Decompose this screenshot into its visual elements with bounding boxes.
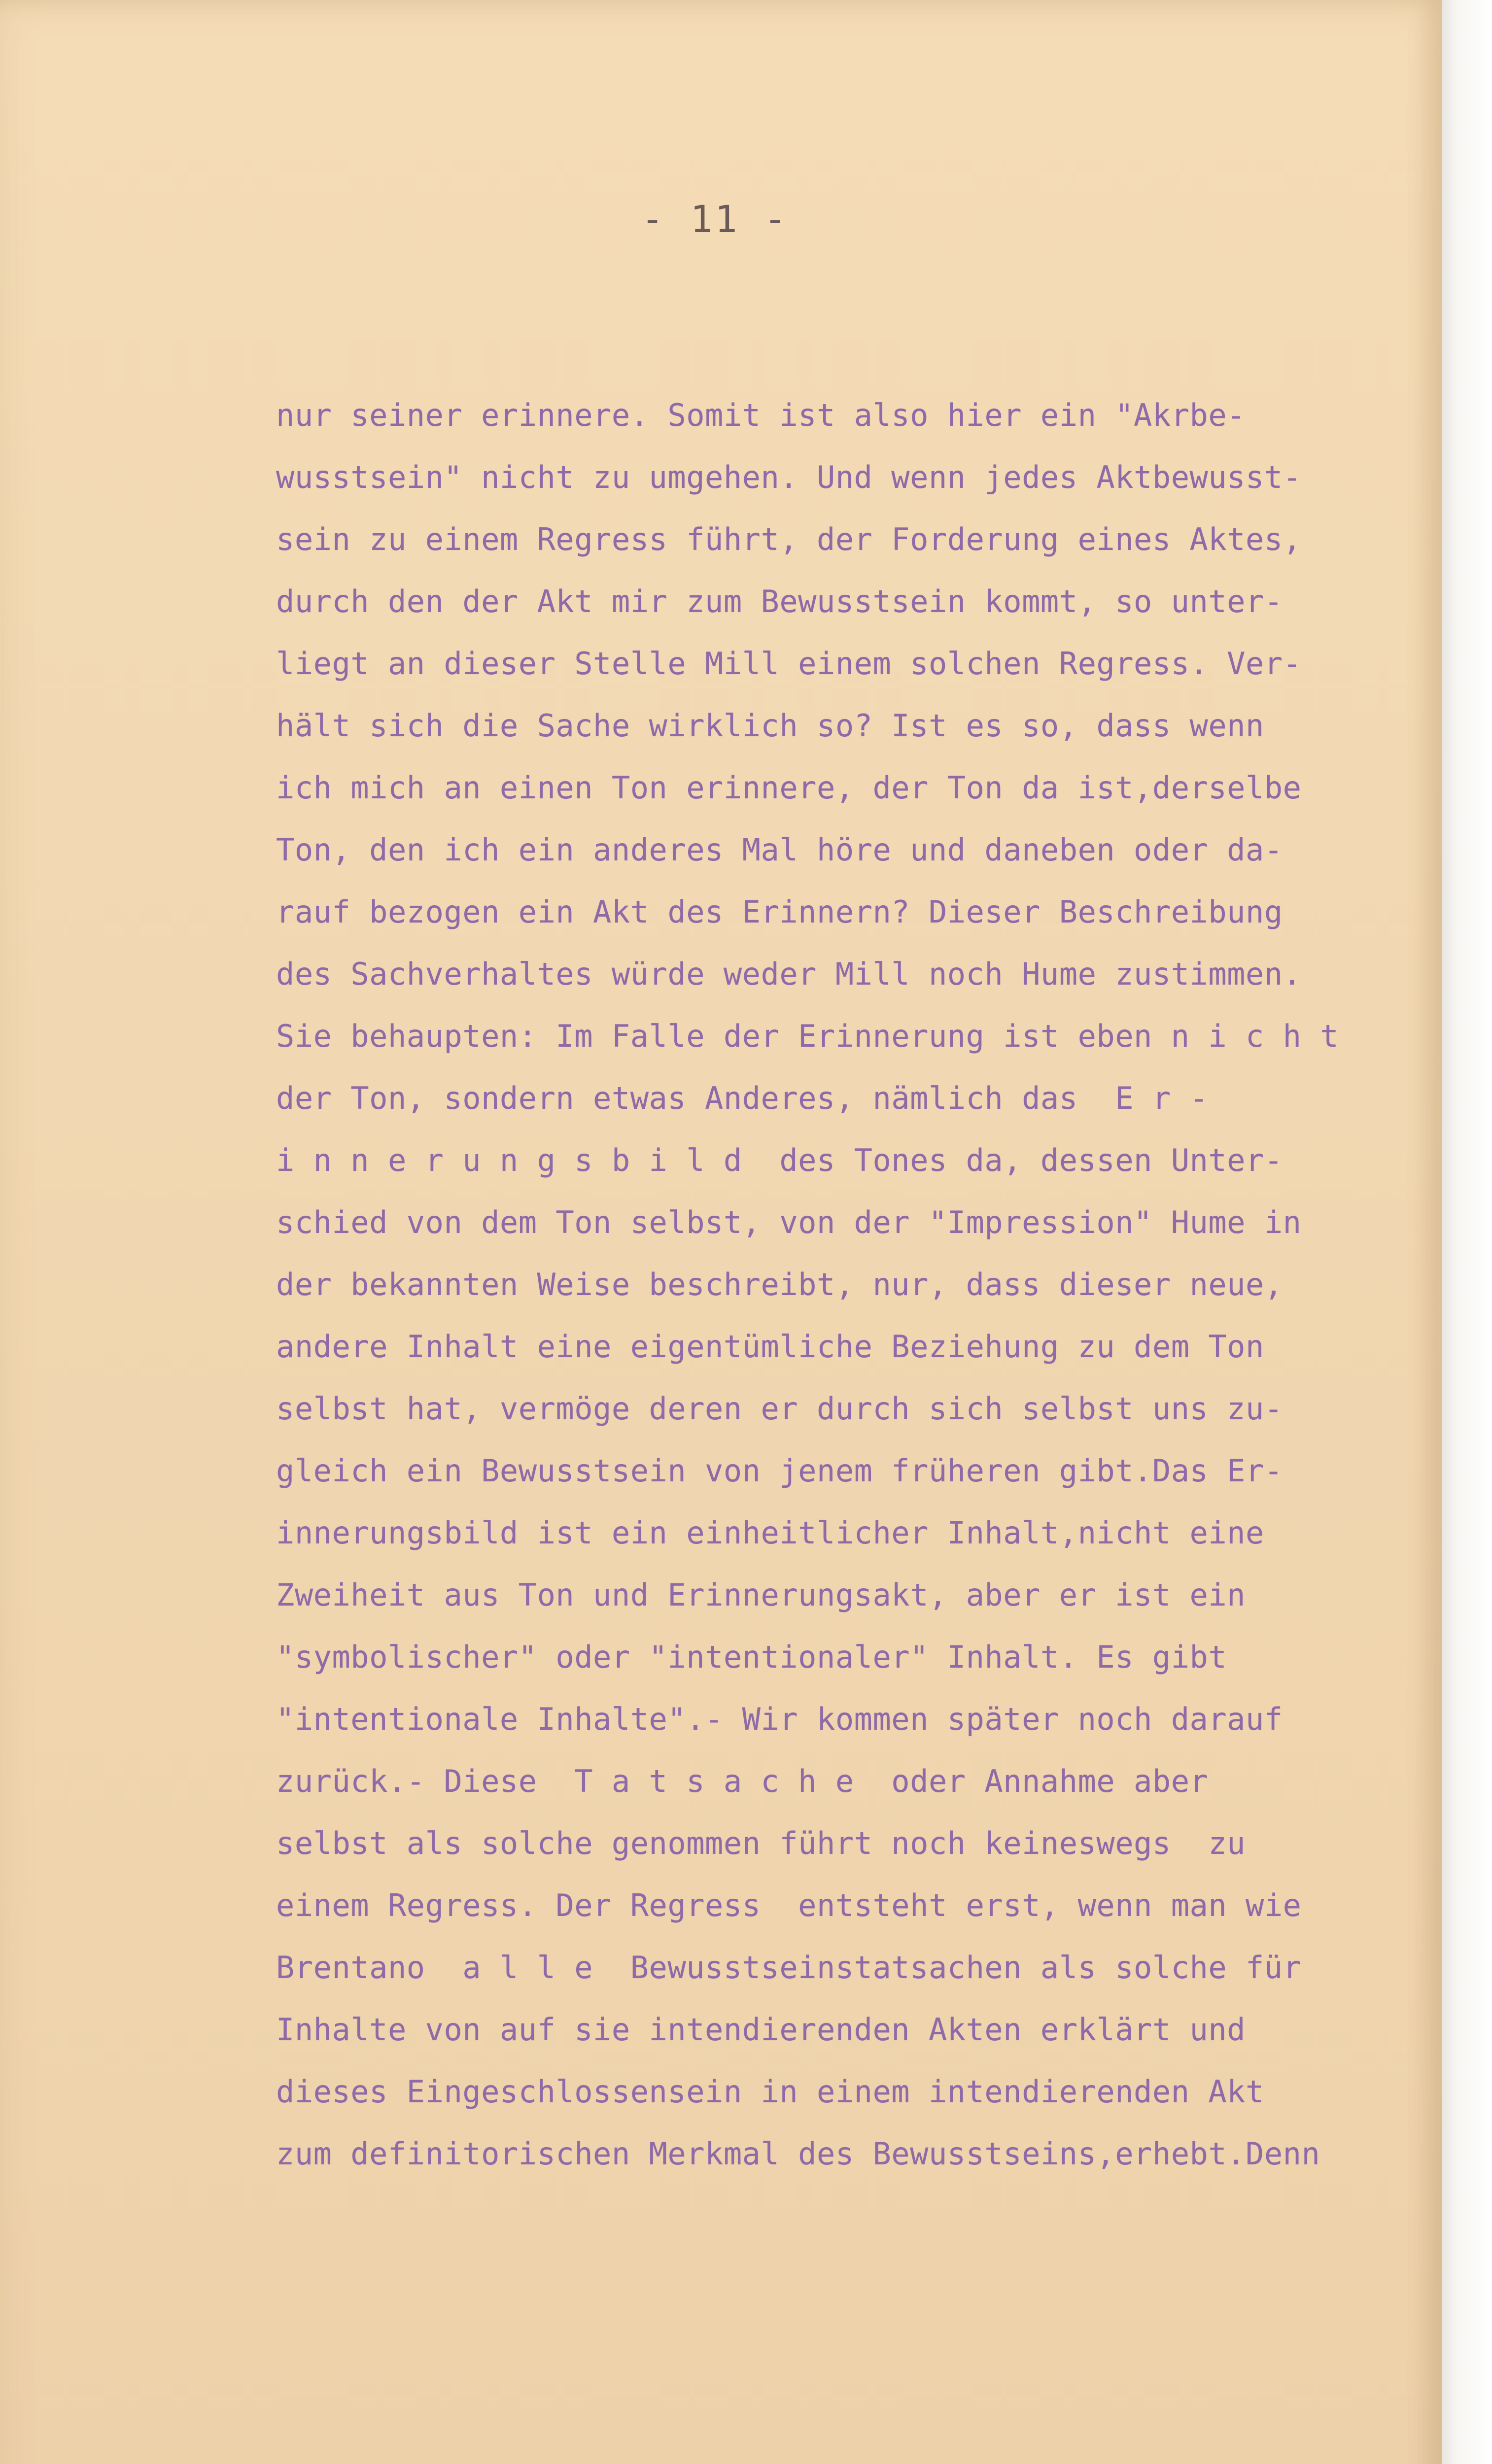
typed-text-body xyxy=(276,384,1439,2185)
text-line: "symbolischer" oder "intentionaler" Inhalt. Es gibt xyxy=(276,1639,1227,1675)
text-line: ich mich an einen Ton erinnere, der Ton da ist,derselbe xyxy=(276,770,1302,806)
text-line: innerungsbild ist ein einheitlicher Inhalt,nicht eine xyxy=(276,1515,1264,1551)
text-line: dieses Eingeschlossensein in einem intendierenden Akt xyxy=(276,2074,1264,2110)
text-line: selbst hat, vermöge deren er durch sich selbst uns zu- xyxy=(276,1391,1283,1427)
text-line: gleich ein Bewusstsein von jenem früheren gibt.Das Er- xyxy=(276,1453,1283,1489)
text-line: Brentano a l l e Bewusstseinstatsachen als solche für xyxy=(276,1950,1302,1985)
text-line: nur seiner erinnere. Somit ist also hier ein "Akrbe- xyxy=(276,397,1246,433)
text-line: der Ton, sondern etwas Anderes, nämlich das E r - xyxy=(276,1080,1209,1116)
text-line: liegt an dieser Stelle Mill einem solchen Regress. Ver- xyxy=(276,646,1302,682)
text-line: schied von dem Ton selbst, von der "Impression" Hume in xyxy=(276,1204,1302,1240)
text-line: Zweiheit aus Ton und Erinnerungsakt, aber er ist ein xyxy=(276,1577,1246,1613)
scan-margin xyxy=(1442,0,1492,2464)
text-line: einem Regress. Der Regress entsteht erst, wenn man wie xyxy=(276,1887,1302,1923)
text-line: der bekannten Weise beschreibt, nur, dass dieser neue, xyxy=(276,1266,1283,1302)
text-line: andere Inhalt eine eigentümliche Beziehung zu dem Ton xyxy=(276,1329,1264,1365)
text-line: wusstsein" nicht zu umgehen. Und wenn jedes Aktbewusst- xyxy=(276,459,1302,495)
text-line: durch den der Akt mir zum Bewusstsein kommt, so unter- xyxy=(276,583,1283,619)
text-line: i n n e r u n g s b i l d des Tones da, dessen Unter- xyxy=(276,1142,1283,1178)
page-number: - 11 - xyxy=(641,197,789,241)
text-line: selbst als solche genommen führt noch keineswegs zu xyxy=(276,1825,1246,1861)
text-line: zum definitorischen Merkmal des Bewusstseins,erhebt.Denn xyxy=(276,2136,1320,2172)
text-line: Inhalte von auf sie intendierenden Akten erklärt und xyxy=(276,2012,1246,2048)
text-line: Sie behaupten: Im Falle der Erinnerung ist eben n i c h t xyxy=(276,1018,1339,1054)
text-line: des Sachverhaltes würde weder Mill noch Hume zustimmen. xyxy=(276,956,1302,992)
text-line: sein zu einem Regress führt, der Forderung eines Aktes, xyxy=(276,521,1302,557)
text-line: rauf bezogen ein Akt des Erinnern? Dieser Beschreibung xyxy=(276,894,1283,930)
text-line: "intentionale Inhalte".- Wir kommen später noch darauf xyxy=(276,1701,1283,1737)
text-line: Ton, den ich ein anderes Mal höre und daneben oder da- xyxy=(276,832,1283,868)
text-line: zurück.- Diese T a t s a c h e oder Annahme aber xyxy=(276,1763,1209,1799)
text-line: hält sich die Sache wirklich so? Ist es so, dass wenn xyxy=(276,708,1264,744)
